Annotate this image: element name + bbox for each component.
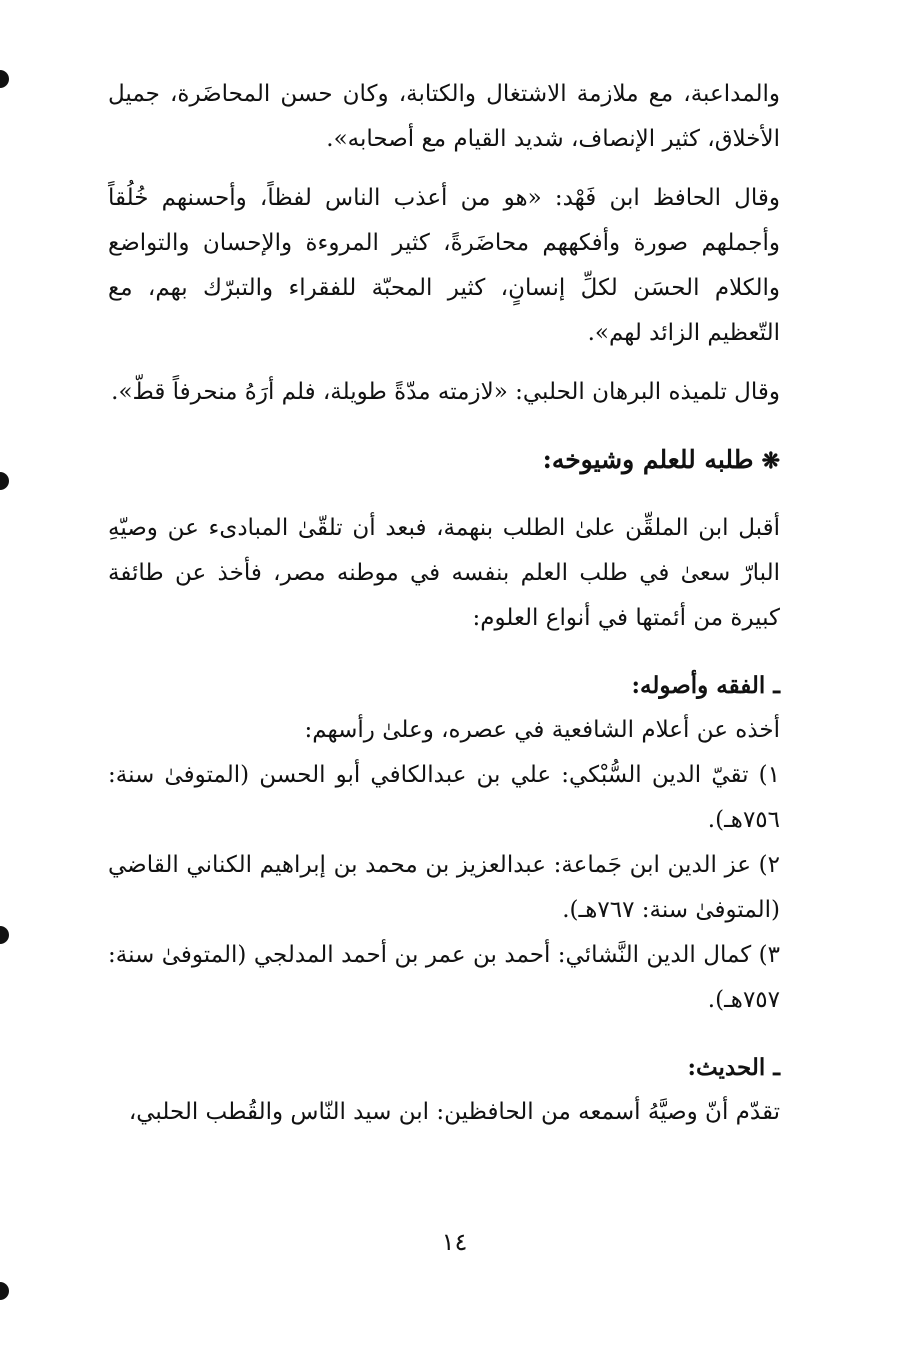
- scan-edge-mark: [0, 1282, 9, 1300]
- paragraph-hadith: تقدّم أنّ وصيَّهُ أسمعه من الحافظين: ابن سيد النّاس والقُطب الحلبي،: [128, 1099, 780, 1125]
- page-number: ١٤: [441, 1228, 468, 1256]
- list-item: ٢) عز الدين ابن جَماعة: عبدالعزيز بن محمد بن إبراهيم الكناني القاضي (المتوفىٰ سنة: ٧٦٧هـ).: [108, 852, 780, 923]
- paragraph-burhan-halabi-quote: وقال تلميذه البرهان الحلبي: «لازمته مدّةً طويلة، فلم أرَهُ منحرفاً قطّ».: [111, 379, 780, 405]
- list-item: ١) تقيّ الدين السُّبْكي: علي بن عبدالكافي أبو الحسن (المتوفىٰ سنة: ٧٥٦هـ).: [108, 762, 780, 833]
- scan-edge-mark: [0, 472, 9, 490]
- section-heading: [108, 437, 780, 484]
- paragraph-seeking-knowledge: أقبل ابن الملقِّن علىٰ الطلب بنهمة، فبعد أن تلقّىٰ المبادىء عن وصيّهِ البارّ سعىٰ في طلب العلم بنفسه في موطنه مصر، فأخذ عن طائفة كبيرة من أئمتها في أنواع العلوم:: [108, 515, 780, 631]
- section-heading-text: طلبه للعلم وشيوخه:: [542, 445, 754, 474]
- paragraph-intro-continuation: والمداعبة، مع ملازمة الاشتغال والكتابة، وكان حسن المحاضَرة، جميل الأخلاق، كثير الإنصاف، شديد القيام مع أصحابه».: [108, 81, 780, 152]
- teachers-list: [108, 753, 780, 1023]
- subheading-hadith: ـ الحديث:: [687, 1054, 780, 1081]
- subheading-fiqh: ـ الفقه وأصوله:: [631, 672, 780, 699]
- star-icon: ❋: [761, 448, 780, 474]
- list-item: ٣) كمال الدين النَّشائي: أحمد بن عمر بن أحمد المدلجي (المتوفىٰ سنة: ٧٥٧هـ).: [108, 942, 780, 1013]
- scan-edge-mark: [0, 70, 9, 88]
- scan-edge-mark: [0, 926, 9, 944]
- paragraph-fiqh-intro: أخذه عن أعلام الشافعية في عصره، وعلىٰ رأسهم:: [304, 717, 780, 743]
- paragraph-ibn-fahd-quote: وقال الحافظ ابن فَهْد: «هو من أعذب الناس لفظاً، وأحسنهم خُلُقاً وأجملهم صورة وأفكههم محاضَرةً، كثير المروءة والإحسان والتواضع والكلام الحسَن لكلِّ إنسانٍ، كثير المحبّة للفقراء والتبرّك بهم، مع التّعظيم الزائد لهم».: [108, 185, 780, 346]
- page-body: [108, 72, 780, 1135]
